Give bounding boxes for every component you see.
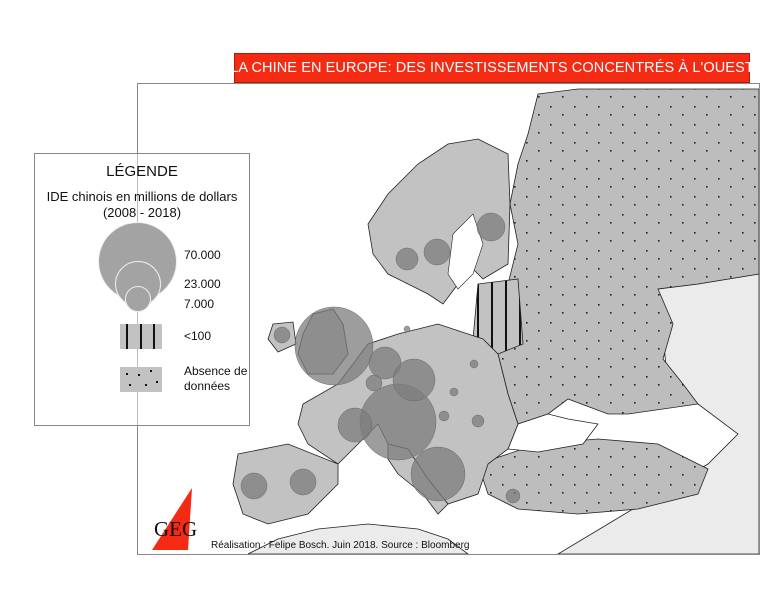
legend-label-70000: 70.000 xyxy=(184,248,221,262)
geg-logo-text: GEG xyxy=(154,517,198,541)
map-title: LA CHINE EN EUROPE: DES INVESTISSEMENTS CONCENTRÉS À L'OUEST xyxy=(234,53,750,83)
legend xyxy=(34,153,250,426)
legend-subtitle-line2: (2008 - 2018) xyxy=(102,205,182,220)
legend-circle-small xyxy=(125,286,151,312)
legend-subtitle-line1: IDE chinois en millions de dollars xyxy=(46,189,238,204)
legend-dots-swatch xyxy=(120,367,162,392)
legend-label-no-data xyxy=(184,364,247,394)
legend-no-data-line2: données xyxy=(184,379,231,393)
legend-label-23000: 23.000 xyxy=(184,277,221,291)
legend-label-under-100: <100 xyxy=(184,329,212,343)
legend-subtitle xyxy=(35,189,249,221)
legend-heading: LÉGENDE xyxy=(106,163,178,180)
map-credit: Réalisation : Felipe Bosch. Juin 2018. Source : Bloomberg xyxy=(211,540,470,551)
legend-stripes-swatch xyxy=(120,324,162,349)
legend-label-7000: 7.000 xyxy=(184,297,215,311)
legend-no-data-line1: Absence de xyxy=(184,364,248,378)
